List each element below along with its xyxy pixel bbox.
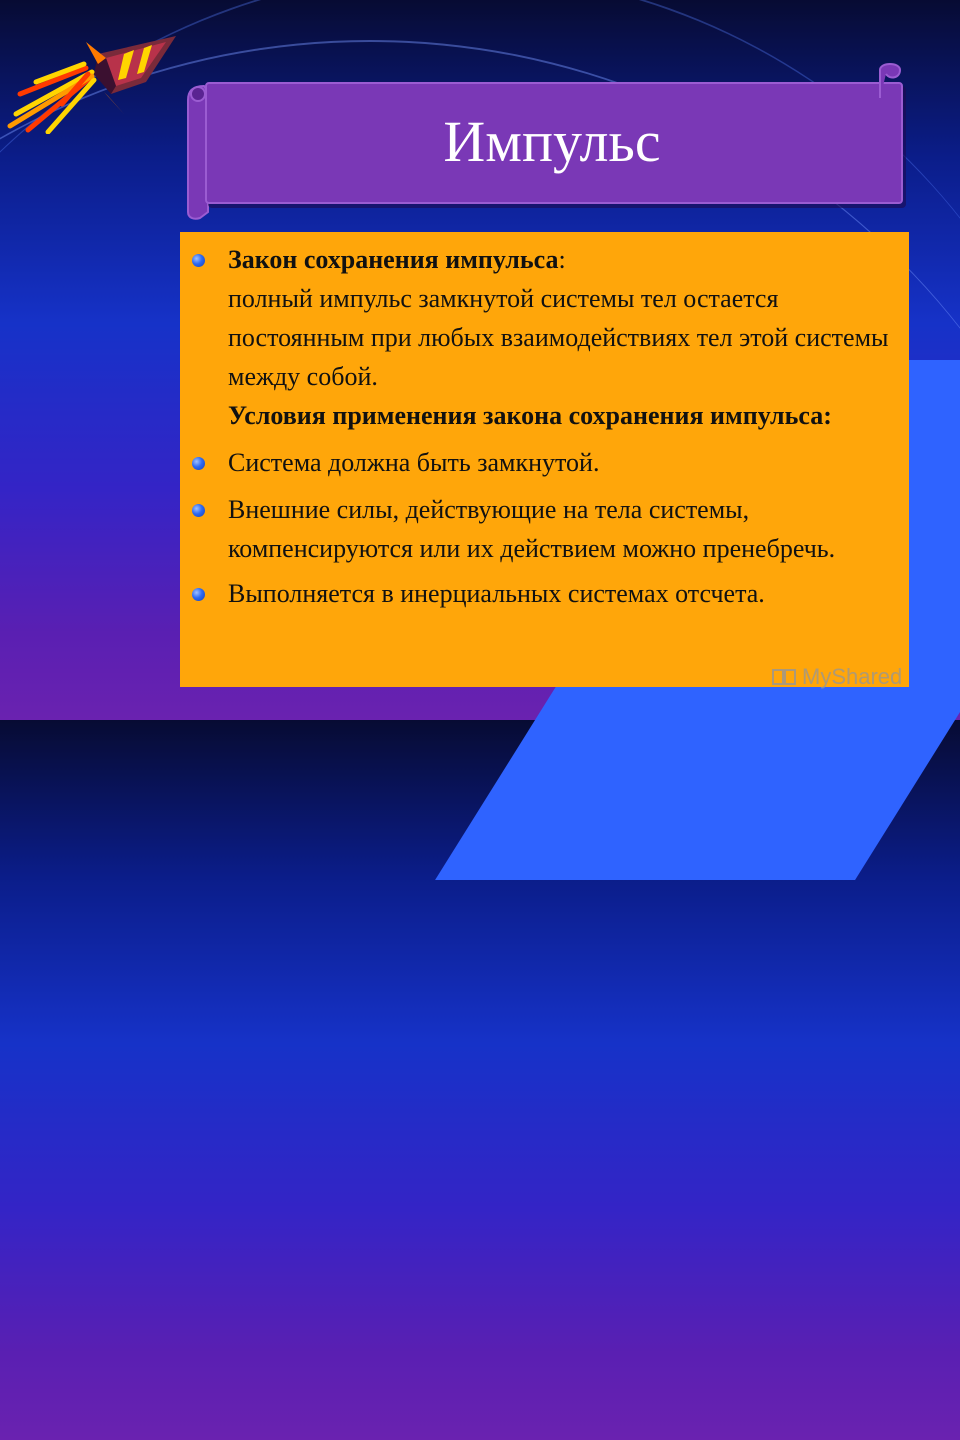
- slide-title: Импульс: [443, 108, 661, 174]
- watermark-logo-icon: [772, 666, 796, 688]
- bullet-dot-icon: [192, 254, 205, 267]
- bullet-text: Выполняется в инерциальных системах отсчета.: [228, 579, 765, 608]
- law-statement: полный импульс замкнутой системы тел остается постоянным при любых взаимодействиях тел этой системы между собой.: [228, 284, 889, 391]
- law-title-colon: :: [558, 245, 566, 274]
- bullet-dot-icon: [192, 457, 205, 470]
- bullet-item-external-forces: [180, 490, 909, 568]
- rocket-icon: [6, 34, 181, 134]
- bullet-item-law: [180, 240, 909, 435]
- law-title: Закон сохранения импульса: [228, 245, 559, 274]
- bullet-item-closed-system: [180, 443, 909, 482]
- bullet-list: [180, 232, 909, 613]
- watermark-text: MyShared: [802, 664, 903, 689]
- bullet-item-inertial-frames: [180, 574, 909, 613]
- bullet-text: Внешние силы, действующие на тела системы, компенсируются или их действием можно пренебречь.: [228, 495, 836, 563]
- bullet-dot-icon: [192, 504, 205, 517]
- content-box: [180, 232, 909, 687]
- watermark: [772, 664, 952, 690]
- conditions-heading: Условия применения закона сохранения импульса:: [228, 401, 832, 430]
- bullet-dot-icon: [192, 588, 205, 601]
- bullet-text: Система должна быть замкнутой.: [228, 448, 600, 477]
